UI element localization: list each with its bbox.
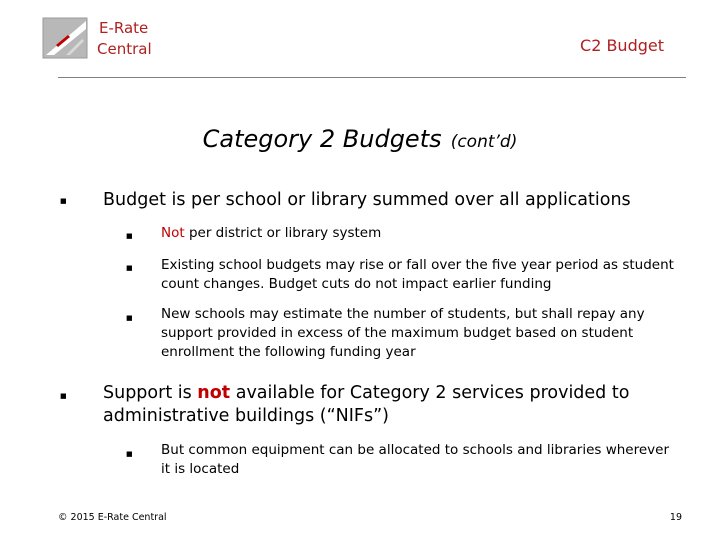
- slide-title: [0, 125, 720, 153]
- header-divider: [58, 77, 686, 78]
- logo-wordmark: [97, 18, 152, 60]
- logo-line-1: E-Rate: [99, 19, 149, 37]
- e-rate-logo-icon: [42, 17, 88, 59]
- page-number: 19: [669, 512, 682, 523]
- sub-bullet-2-1: But common equipment can be allocated to schools and libraries wherever it is located: [161, 442, 670, 477]
- bullet-2-prefix: Support is: [103, 383, 198, 403]
- sub-bullet-1-3: New schools may estimate the number of students, but shall repay any support provided in excess of the maximum budget based on student enrollment the following funding year: [161, 306, 645, 360]
- section-title: C2 Budget: [580, 36, 664, 55]
- sub-bullet-1-1-rest: per district or library system: [184, 225, 382, 241]
- square-bullet-icon: ■: [126, 232, 133, 240]
- sub-bullet-1-2: Existing school budgets may rise or fall over the five year period as student count changes. Budget cuts do not impact earlier funding: [161, 257, 674, 292]
- bullet-1-text: Budget is per school or library summed over all applications: [103, 190, 631, 210]
- slide-title-sub: (cont’d): [450, 132, 518, 152]
- square-bullet-icon: ■: [60, 392, 67, 400]
- sub-bullet-1-1: [161, 224, 681, 243]
- bullet-2-text: [103, 382, 683, 428]
- not-emphasis: not: [197, 383, 231, 403]
- square-bullet-icon: ■: [126, 264, 133, 272]
- slide-title-main: Category 2 Budgets: [202, 125, 442, 153]
- square-bullet-icon: ■: [126, 314, 133, 322]
- footer-copyright: © 2015 E-Rate Central: [58, 512, 167, 523]
- not-highlight: Not: [161, 225, 185, 241]
- logo-line-2: Central: [97, 40, 152, 58]
- bullet-2-suffix: available for Category 2 services provided to administrative buildings (“NIFs”): [103, 383, 630, 426]
- square-bullet-icon: ■: [126, 450, 133, 458]
- square-bullet-icon: ■: [60, 197, 67, 205]
